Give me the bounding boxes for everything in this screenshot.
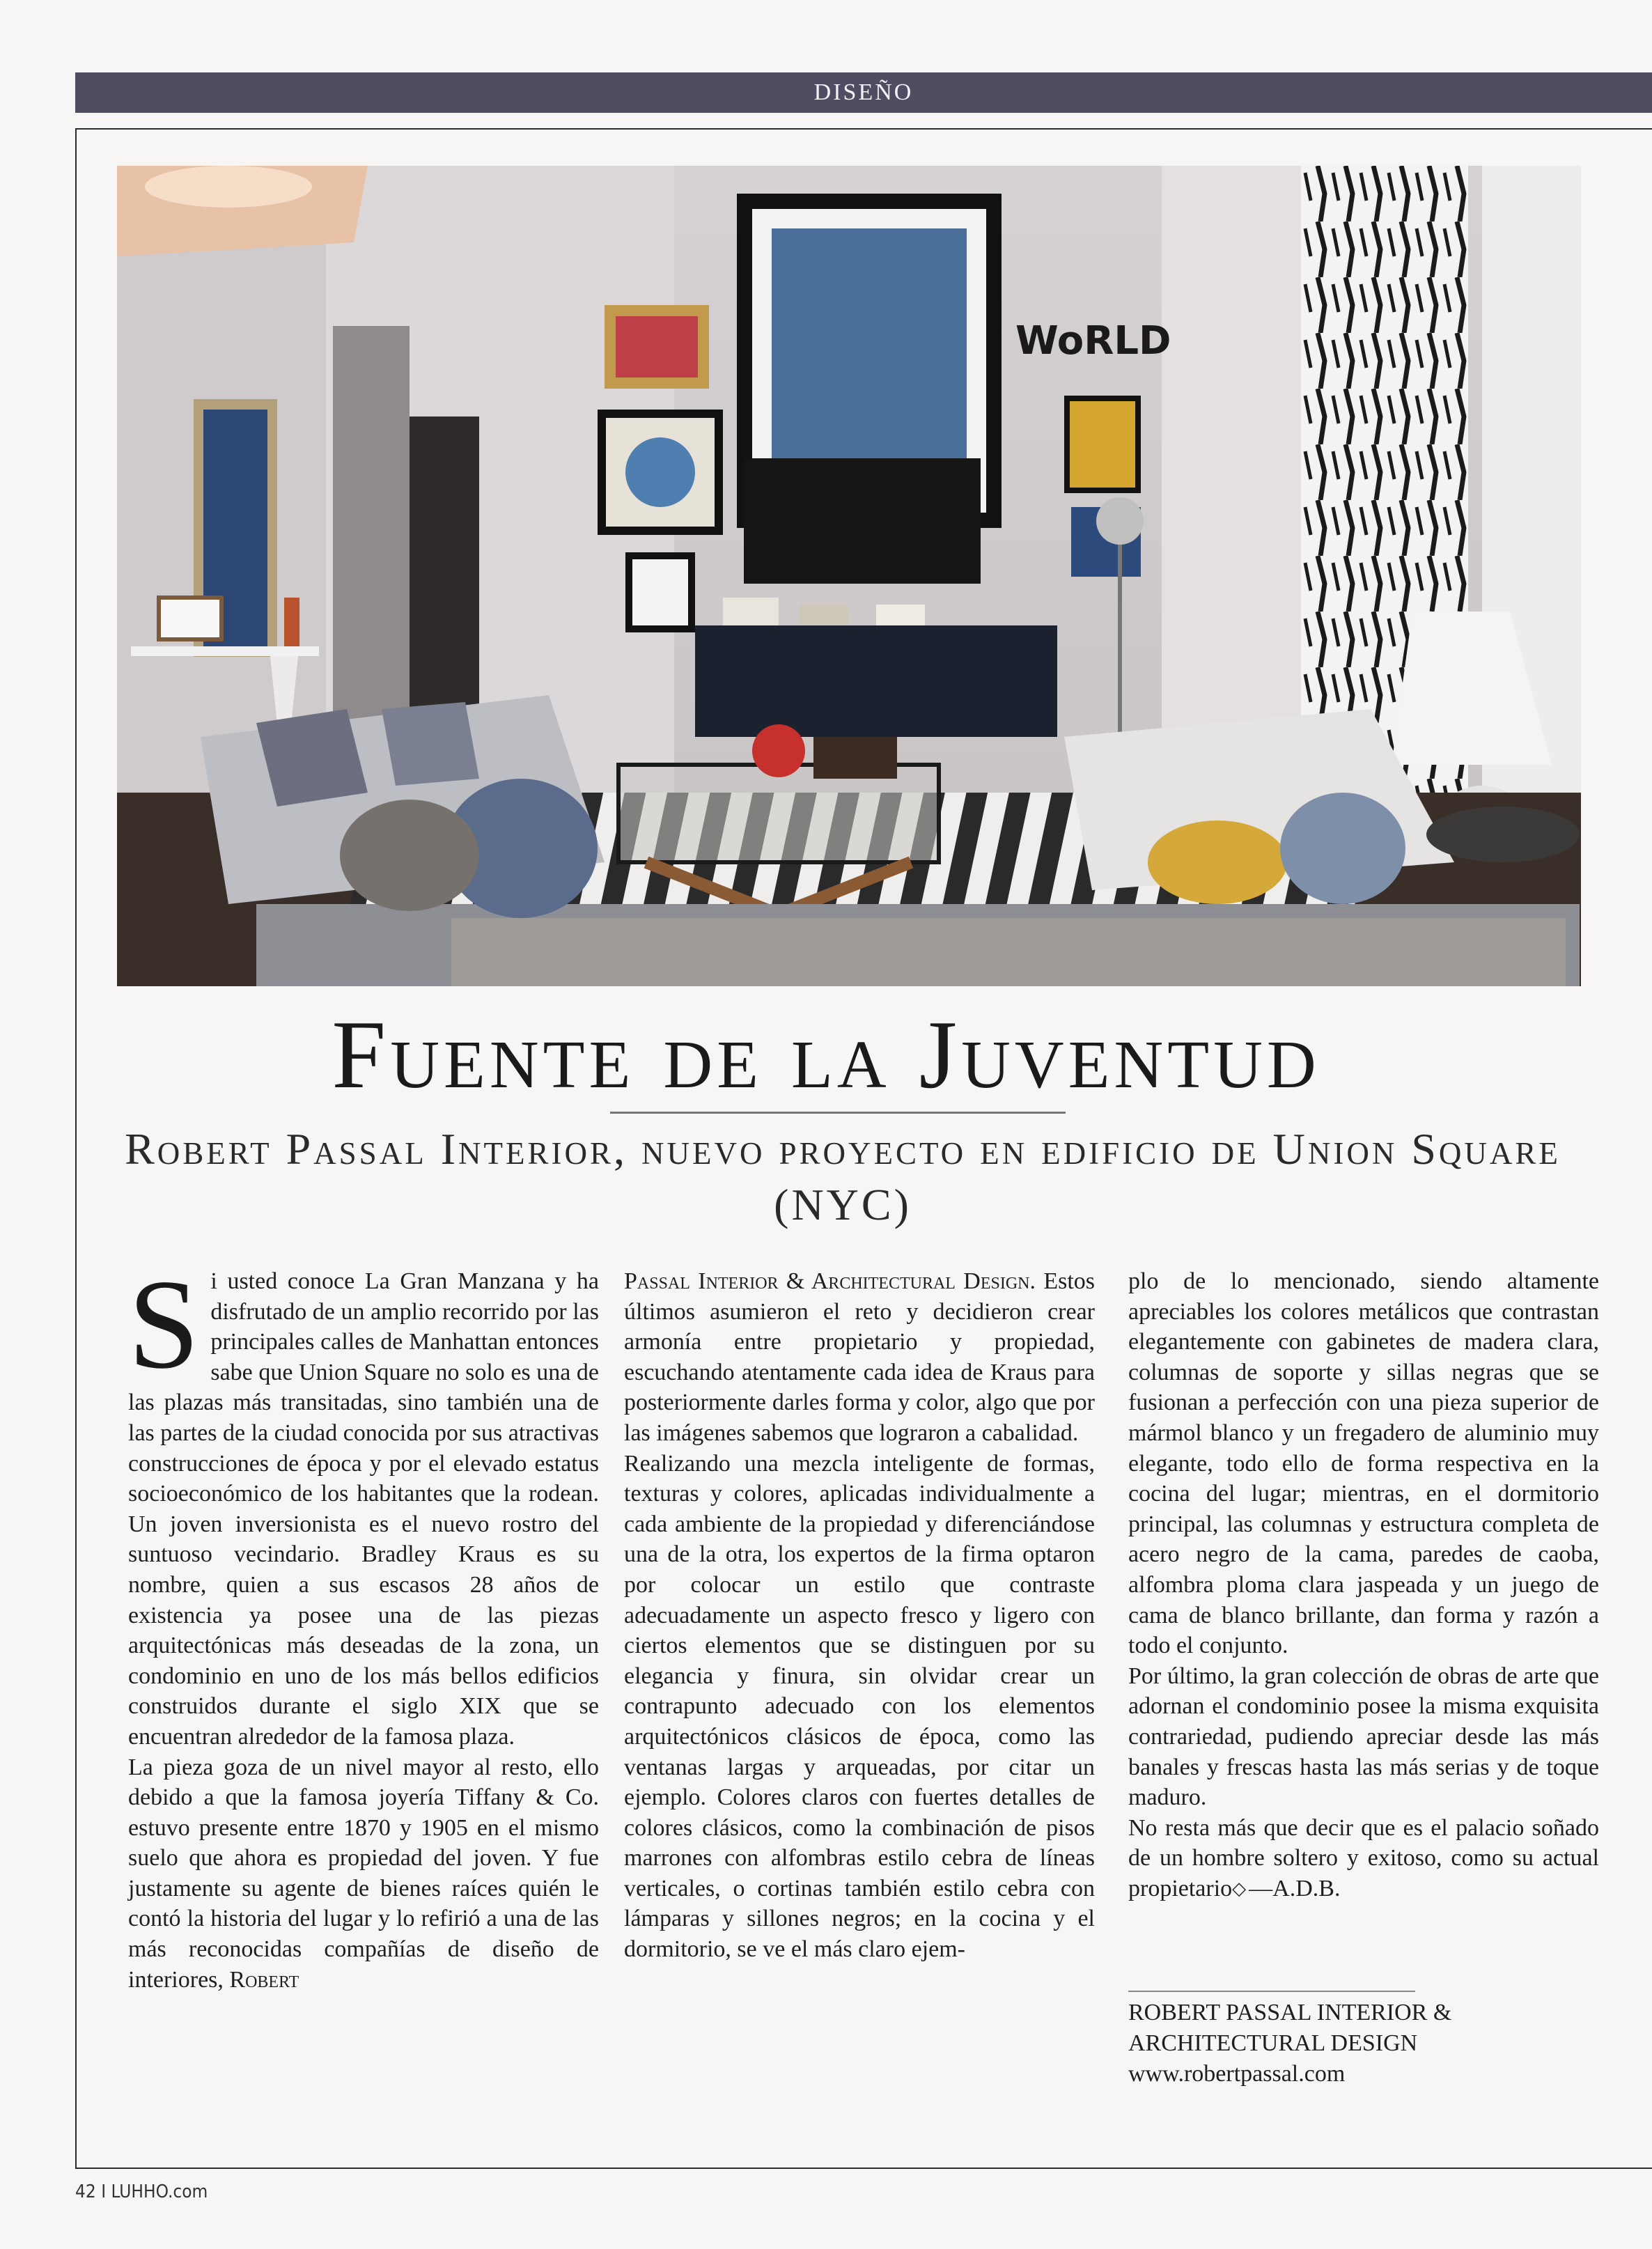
firm-name-part-2: Passal Interior & Architectural Design. [624, 1268, 1036, 1294]
credit-line-1: ROBERT PASSAL INTERIOR & [1128, 2000, 1452, 2025]
frame-top-rule [75, 128, 1652, 130]
paragraph-2 [128, 1752, 599, 1995]
author-signature: —A.D.B. [1249, 1875, 1341, 1901]
firm-name-part-1: Robert [229, 1966, 299, 1993]
paragraph-3 [624, 1266, 1095, 1449]
paragraph-7-text: No resta más que decir que es el palacio soñado de un hombre soltero y exitoso, como su actual propietario [1128, 1814, 1599, 1901]
credit-divider [1128, 1991, 1415, 1992]
section-header [75, 72, 1652, 113]
article-column-2 [624, 1266, 1095, 1965]
living-room-photo [117, 166, 1581, 986]
photo-illustration [117, 166, 1581, 986]
article-headline: Fuente de la Juventud [332, 1001, 1320, 1109]
page-footer [75, 2181, 208, 2202]
credit-url[interactable]: www.robertpassal.com [1128, 2061, 1346, 2087]
paragraph-7 [1128, 1813, 1599, 1904]
diamond-icon: ◇ [1232, 1878, 1247, 1899]
article-column-3 [1128, 1266, 1599, 1904]
article-subtitle: Robert Passal Interior, nuevo proyecto en edificio de Union Square (NYC) [125, 1124, 1561, 1229]
frame-bottom-rule [75, 2168, 1652, 2169]
credit-line-2: ARCHITECTURAL DESIGN [1128, 2030, 1418, 2056]
paragraph-6 [1128, 1661, 1599, 1813]
page-number: 42 [75, 2181, 96, 2202]
paragraph-4 [624, 1449, 1095, 1965]
footer-separator: I [101, 2181, 107, 2202]
paragraph-5 [1128, 1266, 1599, 1661]
credit-block [1128, 1998, 1602, 2090]
paragraph-3-text: Estos últimos asumieron el reto y decidieron crear armonía entre propietario y propiedad, escuchando atentamente cada idea de Kraus para posteriormente darles forma y color, algo que por las imágenes sabemos que lograron a cabalidad. [624, 1268, 1095, 1446]
section-label: DISEÑO [813, 79, 914, 105]
title-divider [610, 1112, 1066, 1114]
dropcap: S [128, 1253, 200, 1395]
paragraph-4-text: Realizando una mezcla inteligente de formas, texturas y colores, aplicadas individualmente a cada ambiente de la propiedad y diferenciándose una de la otra, los expertos de la firma optaron por colocar un estilo que contraste adecuadamente un aspecto fresco y ligero con ciertos elementos que se distinguen por su elegancia y finura, sin olvidar crear un contrapunto adecuado con los elementos arquitectónicos clásicos de época, como las ventanas largas y arqueadas, por citar un ejemplo. Colores claros con fuertes detalles de colores clásicos, como la combinación de pisos marrones con alfombras estilo cebra de líneas verticales, o cortinas también estilo cebra con lámparas y sillones negros; en la cocina y el dormitorio, se ve el más claro ejem- [624, 1450, 1095, 1963]
art-word-text: WoRLD [1015, 318, 1171, 364]
paragraph-1 [128, 1253, 599, 1752]
article-column-1 [128, 1253, 599, 1995]
paragraph-1-text: i usted conoce La Gran Manzana y ha disfrutado de un amplio recorrido por las principales calles de Manhattan entonces sabe que Union Square no solo es una de las plazas más transitadas, sino también una de las partes de la ciudad conocida por sus atractivas construcciones de época y por el elevado estatus socioeconómico de los habitantes que la rodean. Un joven inversionista es el nuevo rostro del suntuoso vecindario. Bradley Kraus es su nombre, quien a sus escasos 28 años de existencia ya posee una de las piezas arquitectónicas más deseadas de la zona, un condominio en uno de los más bellos edificios construidos durante el siglo XIX que se encuentran alrededor de la famosa plaza. [128, 1268, 599, 1750]
paragraph-5-text: plo de lo mencionado, siendo altamente apreciables los colores metálicos que contrastan elegantemente con gabinetes de madera clara, columnas de soporte y sillas negras que se fusionan a perfección con una pieza superior de mármol blanco y un fregadero de aluminio muy elegante, todo ello de forma respectiva en la cocina del lugar; mientras, en el dormitorio principal, las columnas y estructura completa de acero negro de la cama, paredes de caoba, alfombra ploma clara jaspeada y un juego de cama de blanco brillante, dan forma y razón a todo el conjunto. [1128, 1268, 1599, 1659]
paragraph-2-text: La pieza goza de un nivel mayor al resto, ello debido a que la famosa joyería Tiffany & Co. estuvo presente entre 1870 y 1905 en el mismo suelo que ahora es propiedad del joven. Y fue justamente su agente de bienes raíces quién le contó la historia del lugar y lo refirió a una de las más reconocidas compañías de diseño de interiores, [128, 1754, 599, 1993]
footer-brand: LUHHO.com [111, 2181, 208, 2202]
frame-left-rule [75, 128, 77, 2169]
paragraph-6-text: Por último, la gran colección de obras de arte que adornan el condominio posee la misma exquisita contrariedad, pudiendo apreciar desde las más banales y frescas hasta las más serias y de toque maduro. [1128, 1663, 1599, 1811]
